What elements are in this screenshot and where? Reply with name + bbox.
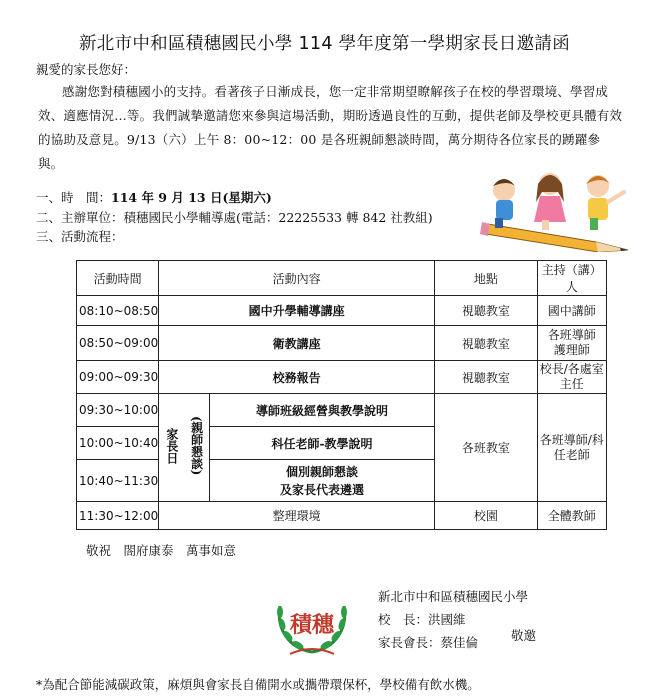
row-content-line1: 個別親師懇談 <box>285 464 358 479</box>
item-process: 三、活動流程： <box>36 229 124 244</box>
row-time: 09:30~10:00 <box>77 394 159 427</box>
time-value: 114 年 9 月 13 日(星期六) <box>111 190 272 205</box>
page-title: 新北市中和區積穗國民小學 114 學年度第一學期家長日邀請函 <box>78 34 571 54</box>
row-content: 校務報告 <box>159 361 435 394</box>
group-label-outer: 家長日 <box>164 428 179 464</box>
signature-principal: 校 長：洪國維 <box>378 612 466 627</box>
row-host-line1: 各班導師 <box>547 328 596 342</box>
header-place: 地點 <box>435 261 537 296</box>
row-time: 08:10~08:50 <box>77 296 159 326</box>
table-row <box>77 326 607 361</box>
item-time <box>36 188 272 206</box>
row-place: 校園 <box>435 502 537 530</box>
row-content: 整理環境 <box>159 502 435 530</box>
signature-school: 新北市中和區積穗國民小學 <box>378 589 529 604</box>
row-host: 國中講師 <box>537 296 606 326</box>
table-row <box>77 361 607 394</box>
signature-chair: 家長會長：蔡佳倫 <box>378 635 479 650</box>
row-host: 校長/各處室主任 <box>537 361 606 394</box>
closing-salutation: 敬祝 閤府康泰 萬事如意 <box>86 543 237 558</box>
row-time: 08:50~09:00 <box>77 326 159 361</box>
group-label-outer-cell <box>159 394 184 502</box>
table-row <box>77 502 607 530</box>
header-content: 活動內容 <box>159 261 435 296</box>
group-host: 各班導師/科任老師 <box>537 394 606 502</box>
row-content <box>209 460 434 502</box>
row-host <box>537 326 606 361</box>
school-logo-icon <box>268 582 356 660</box>
item-organizer: 二、主辦單位：積穗國民小學輔導處(電話：22225533 轉 842 社教組) <box>36 210 433 225</box>
row-content: 科任老師-教學說明 <box>209 427 434 460</box>
row-time: 10:00~10:40 <box>77 427 159 460</box>
row-content: 國中升學輔導講座 <box>159 296 435 326</box>
row-time: 11:30~12:00 <box>77 502 159 530</box>
row-content: 衛教講座 <box>159 326 435 361</box>
table-row <box>77 296 607 326</box>
boy-figure-icon <box>493 179 515 228</box>
row-content: 導師班級經營與教學說明 <box>209 394 434 427</box>
signature-invite: 敬邀 <box>511 628 537 643</box>
schedule-table <box>76 260 607 530</box>
greeting: 親愛的家長您好： <box>36 62 137 77</box>
row-time: 09:00~09:30 <box>77 361 159 394</box>
footnote: *為配合節能減碳政策，麻煩與會家長自備開水或攜帶環保杯，學校備有飲水機。 <box>36 677 480 692</box>
table-header-row <box>77 261 607 296</box>
header-host: 主持（講）人 <box>537 261 606 296</box>
row-place: 視聽教室 <box>435 361 537 394</box>
kids-on-pencil-illustration <box>478 162 638 252</box>
table-row <box>77 394 607 427</box>
school-logo-text: 積穗 <box>289 612 335 638</box>
kid-figure-icon <box>586 175 624 230</box>
header-time: 活動時間 <box>77 261 159 296</box>
row-place: 視聽教室 <box>435 296 537 326</box>
girl-figure-icon <box>534 173 566 230</box>
intro-text: 感謝您對積穗國小的支持。看著孩子日漸成長，您一定非常期望瞭解孩子在校的學習環境、學習成效、適應情況…等。我們誠摯邀請您來參與這場活動，期盼透過良性的互動，提供老師及學校更具體有效的協助及意見。9/13（六）上午 8：00~12：00 是各班親師懇談時間，萬分期待各位家長的踴躍參與。 <box>38 84 623 171</box>
row-time: 10:40~11:30 <box>77 460 159 502</box>
group-label-inner: (親師懇談) <box>189 416 204 476</box>
time-label: 一、時 間： <box>36 190 112 205</box>
row-host: 全體教師 <box>537 502 606 530</box>
row-content-line2: 及家長代表遴選 <box>279 482 364 497</box>
row-place: 視聽教室 <box>435 326 537 361</box>
group-label-inner-cell <box>184 394 210 502</box>
group-place: 各班教室 <box>435 394 537 502</box>
row-host-line2: 護理師 <box>553 343 590 357</box>
